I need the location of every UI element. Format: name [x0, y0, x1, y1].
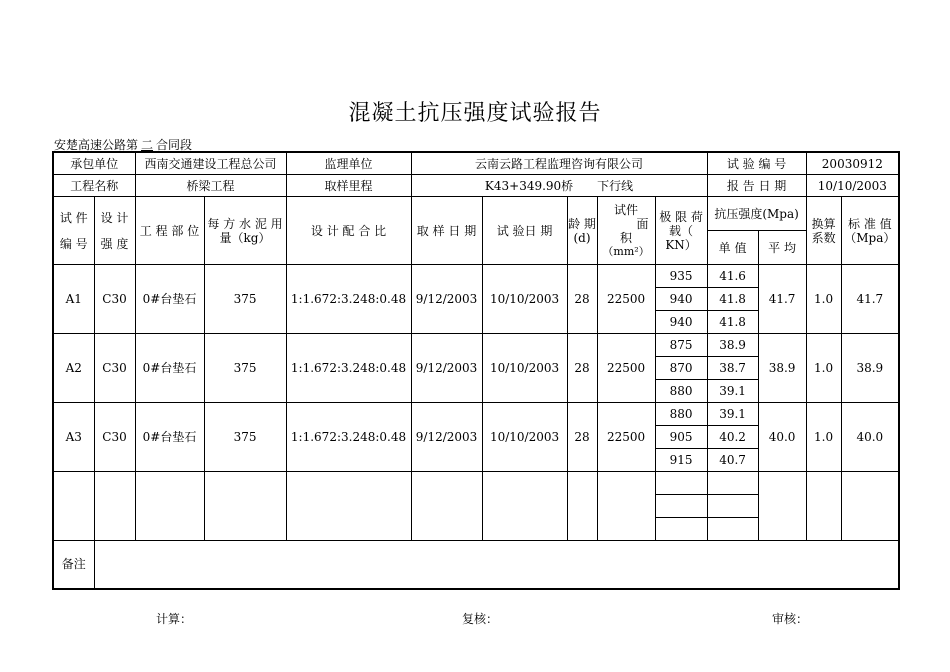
remarks-label: 备注 [53, 541, 94, 589]
header-load: 极 限 荷 载（ KN） [655, 197, 707, 265]
section-number: 二 [141, 138, 154, 152]
average-value: 41.7 [758, 265, 806, 334]
single-value: 41.6 [707, 265, 758, 288]
factor-value: 1.0 [806, 334, 841, 403]
single-value: 40.2 [707, 426, 758, 449]
factor-value: 1.0 [806, 403, 841, 472]
load-value: 940 [655, 311, 707, 334]
signature-approve: 审核： [772, 612, 809, 626]
single-value: 41.8 [707, 311, 758, 334]
load-value: 915 [655, 449, 707, 472]
age: 28 [567, 265, 597, 334]
station-label: 取样里程 [286, 175, 411, 197]
header-average: 平 均 [758, 231, 806, 265]
mix-ratio: 1:1.672:3.248:0.48 [286, 265, 411, 334]
test-date: 10/10/2003 [482, 403, 567, 472]
grade: C30 [94, 265, 135, 334]
cement: 375 [204, 334, 286, 403]
header-area [597, 197, 655, 265]
signature-review: 复核： [462, 612, 499, 626]
grade: C30 [94, 403, 135, 472]
area: 22500 [597, 334, 655, 403]
load-value: 880 [655, 380, 707, 403]
test-no-value: 20030912 [806, 152, 899, 175]
project-value: 桥梁工程 [135, 175, 286, 197]
remarks-value [94, 541, 899, 589]
standard-value: 41.7 [841, 265, 899, 334]
mix-ratio: 1:1.672:3.248:0.48 [286, 334, 411, 403]
standard-value: 38.9 [841, 334, 899, 403]
header-sampling-date: 取 样 日 期 [411, 197, 482, 265]
specimen-id: A1 [53, 265, 94, 334]
average-value: 38.9 [758, 334, 806, 403]
specimen-id: A3 [53, 403, 94, 472]
age: 28 [567, 403, 597, 472]
single-value: 41.8 [707, 288, 758, 311]
header-mix-ratio: 设 计 配 合 比 [286, 197, 411, 265]
project-label: 工程名称 [53, 175, 135, 197]
load-value: 905 [655, 426, 707, 449]
header-age: 龄 期 (d) [567, 197, 597, 265]
single-value: 38.7 [707, 357, 758, 380]
age: 28 [567, 334, 597, 403]
remarks-row [53, 541, 899, 589]
supervisor-label: 监理单位 [286, 152, 411, 175]
empty-row [53, 472, 899, 495]
header-cement: 每 方 水 泥 用 量（kg） [204, 197, 286, 265]
contractor-value: 西南交通建设工程总公司 [135, 152, 286, 175]
grade: C30 [94, 334, 135, 403]
single-value: 40.7 [707, 449, 758, 472]
header-design-strength: 设 计 强 度 [94, 197, 135, 265]
test-no-label: 试 验 编 号 [707, 152, 806, 175]
single-value: 38.9 [707, 334, 758, 357]
standard-value: 40.0 [841, 403, 899, 472]
header-test-date: 试 验日 期 [482, 197, 567, 265]
average-value: 40.0 [758, 403, 806, 472]
factor-value: 1.0 [806, 265, 841, 334]
table-row [53, 265, 899, 288]
station-value: K43+349.90桥 下行线 [411, 175, 707, 197]
header-area-mid: 面 [636, 216, 649, 231]
mix-ratio: 1:1.672:3.248:0.48 [286, 403, 411, 472]
location: 0#台垫石 [135, 265, 204, 334]
header-area-bot: 积 [620, 230, 633, 245]
info-row-2 [53, 175, 899, 197]
test-date: 10/10/2003 [482, 265, 567, 334]
section-prefix: 安楚高速公路第 [54, 138, 139, 152]
area: 22500 [597, 403, 655, 472]
section-suffix: 合同段 [156, 138, 193, 152]
load-value: 940 [655, 288, 707, 311]
single-value: 39.1 [707, 403, 758, 426]
cement: 375 [204, 265, 286, 334]
header-area-unit: （mm²） [602, 244, 650, 258]
table-row [53, 403, 899, 426]
sample-date: 9/12/2003 [411, 334, 482, 403]
contractor-label: 承包单位 [53, 152, 135, 175]
info-row-1 [53, 152, 899, 175]
area: 22500 [597, 265, 655, 334]
location: 0#台垫石 [135, 403, 204, 472]
cement: 375 [204, 403, 286, 472]
report-table [52, 151, 900, 590]
report-date-value: 10/10/2003 [806, 175, 899, 197]
test-date: 10/10/2003 [482, 334, 567, 403]
sample-date: 9/12/2003 [411, 265, 482, 334]
header-specimen-no: 试 件 编 号 [53, 197, 94, 265]
table-row [53, 334, 899, 357]
report-title: 混凝土抗压强度试验报告 [348, 101, 602, 126]
location: 0#台垫石 [135, 334, 204, 403]
sample-date: 9/12/2003 [411, 403, 482, 472]
load-value: 870 [655, 357, 707, 380]
header-area-top: 试件 [614, 202, 639, 217]
header-location: 工 程 部 位 [135, 197, 204, 265]
load-value: 875 [655, 334, 707, 357]
load-value: 935 [655, 265, 707, 288]
header-single: 单 值 [707, 231, 758, 265]
supervisor-value: 云南云路工程监理咨询有限公司 [411, 152, 707, 175]
header-factor: 换算系数 [806, 197, 841, 265]
header-strength: 抗压强度(Mpa) [707, 197, 806, 231]
load-value: 880 [655, 403, 707, 426]
header-standard: 标 准 值 （Mpa） [841, 197, 899, 265]
report-date-label: 报 告 日 期 [707, 175, 806, 197]
header-row-1 [53, 197, 899, 231]
specimen-id: A2 [53, 334, 94, 403]
signature-calc: 计算： [156, 612, 193, 626]
single-value: 39.1 [707, 380, 758, 403]
